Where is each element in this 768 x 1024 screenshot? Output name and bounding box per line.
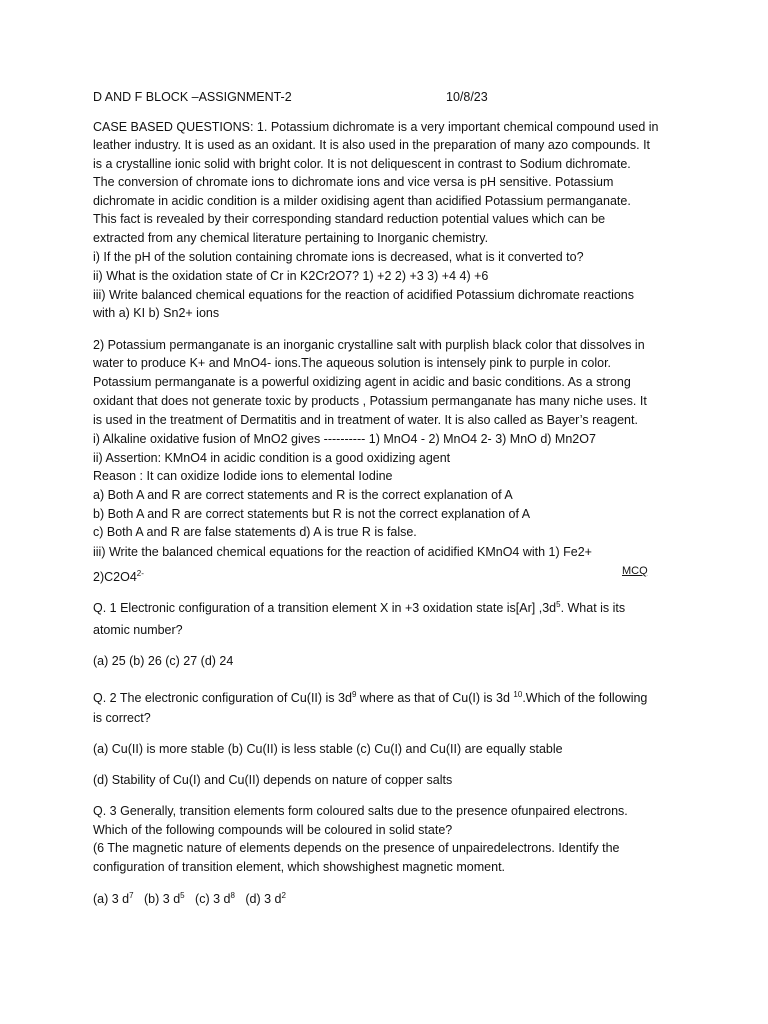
q2-options: (d) Stability of Cu(I) and Cu(II) depends on nature of copper salts [93, 773, 453, 787]
q2-options: (a) Cu(II) is more stable (b) Cu(II) is less stable (c) Cu(I) and Cu(II) are equally stable [93, 742, 563, 756]
case1-line: This fact is revealed by their corresponding standard reduction potential values which can be [93, 212, 606, 226]
case2-line: is used in the treatment of Dermatitis and in treatment of water. It is also called as Bayer’s reagent. [93, 413, 638, 427]
q1-line: atomic number? [93, 623, 183, 637]
case1-line: extracted from any chemical literature pertaining to Inorganic chemistry. [93, 231, 489, 245]
q1-line [93, 599, 625, 617]
q1-options: (a) 25 (b) 26 (c) 27 (d) 24 [93, 654, 234, 668]
q1-text: Q. 1 Electronic configuration of a transition element X in +3 oxidation state is[Ar] ,3d [93, 601, 557, 615]
case2-option: a) Both A and R are correct statements and R is the correct explanation of A [93, 488, 513, 502]
q3-line: configuration of transition element, which showshighest magnetic moment. [93, 860, 506, 874]
case2-question: ii) Assertion: KMnO4 in acidic condition is a good oxidizing agent [93, 451, 451, 465]
q3-option-c-sup: 8 [230, 890, 235, 900]
document-title: D AND F BLOCK –ASSIGNMENT-2 [93, 90, 292, 104]
q2-line: is correct? [93, 711, 151, 725]
q2-sup: 10 [513, 689, 523, 699]
q3-option-b: (b) 3 d [144, 892, 181, 906]
q3-option-b-sup: 5 [180, 890, 185, 900]
q3-option-c: (c) 3 d [195, 892, 231, 906]
q3-option-d: (d) 3 d [245, 892, 282, 906]
case2-line: 2) Potassium permanganate is an inorganic crystalline salt with purplish black color that dissolves in [93, 338, 645, 352]
case1-line: is a crystalline ionic solid with bright color. It is not deliquescent in contrast to Sodium dichromate. [93, 157, 631, 171]
formula-charge: 2- [136, 568, 144, 578]
case2-line: oxidant that does not generate toxic by products , Potassium permanganate has many niche uses. It [93, 394, 647, 408]
q1-text-end: . What is its [560, 601, 626, 615]
q3-option-a: (a) 3 d [93, 892, 130, 906]
case1-line: leather industry. It is used as an oxidant. It is also used in the preparation of many azo compounds. It [93, 138, 651, 152]
case2-line: Potassium permanganate is a powerful oxidizing agent in acidic and basic conditions. As a strong [93, 375, 631, 389]
case2-question: Reason : It can oxidize Iodide ions to elemental Iodine [93, 469, 393, 483]
case2-option: b) Both A and R are correct statements but R is not the correct explanation of A [93, 507, 531, 521]
q3-option-d-sup: 2 [281, 890, 286, 900]
case2-question: i) Alkaline oxidative fusion of MnO2 gives ---------- 1) MnO4 - 2) MnO4 2- 3) MnO d) Mn2O7 [93, 432, 596, 446]
q2-text-end: .Which of the following [522, 691, 648, 705]
q3-line: Q. 3 Generally, transition elements form coloured salts due to the presence ofunpaired electrons. [93, 804, 628, 818]
case1-line: The conversion of chromate ions to dichromate ions and vice versa is pH sensitive. Potassium [93, 175, 614, 189]
case1-question: iii) Write balanced chemical equations for the reaction of acidified Potassium dichromate reactions [93, 288, 635, 302]
case2-option: c) Both A and R are false statements d) A is true R is false. [93, 525, 417, 539]
case2-question-last [93, 568, 144, 586]
q3-option-a-sup: 7 [129, 890, 134, 900]
q2-text-mid: where as that of Cu(I) is 3d [356, 691, 514, 705]
q1-sup: 5 [556, 599, 561, 609]
case1-line: CASE BASED QUESTIONS: 1. Potassium dichromate is a very important chemical compound used in [93, 120, 659, 134]
formula-base: 2)C2O4 [93, 570, 137, 584]
q3-line: Which of the following compounds will be coloured in solid state? [93, 823, 453, 837]
q3-line: (6 The magnetic nature of elements depends on the presence of unpairedelectrons. Identify the [93, 841, 620, 855]
case2-question: iii) Write the balanced chemical equations for the reaction of acidified KMnO4 with 1) Fe2+ [93, 545, 592, 559]
case2-line: water to produce K+ and MnO4- ions.The aqueous solution is intensely pink to purple in color. [93, 356, 612, 370]
case1-question: with a) KI b) Sn2+ ions [93, 306, 220, 320]
document-date: 10/8/23 [446, 90, 488, 104]
q2-sup: 9 [351, 689, 357, 699]
q2-text: Q. 2 The electronic configuration of Cu(II) is 3d [93, 691, 352, 705]
mcq-heading: MCQ [622, 565, 648, 577]
case1-question: i) If the pH of the solution containing chromate ions is decreased, what is it converted to? [93, 250, 584, 264]
case1-question: ii) What is the oxidation state of Cr in K2Cr2O7? 1) +2 2) +3 3) +4 4) +6 [93, 269, 489, 283]
case1-line: dichromate in acidic condition is a milder oxidising agent than acidified Potassium permanganate. [93, 194, 631, 208]
q2-line [93, 689, 647, 707]
q3-options [93, 890, 286, 908]
